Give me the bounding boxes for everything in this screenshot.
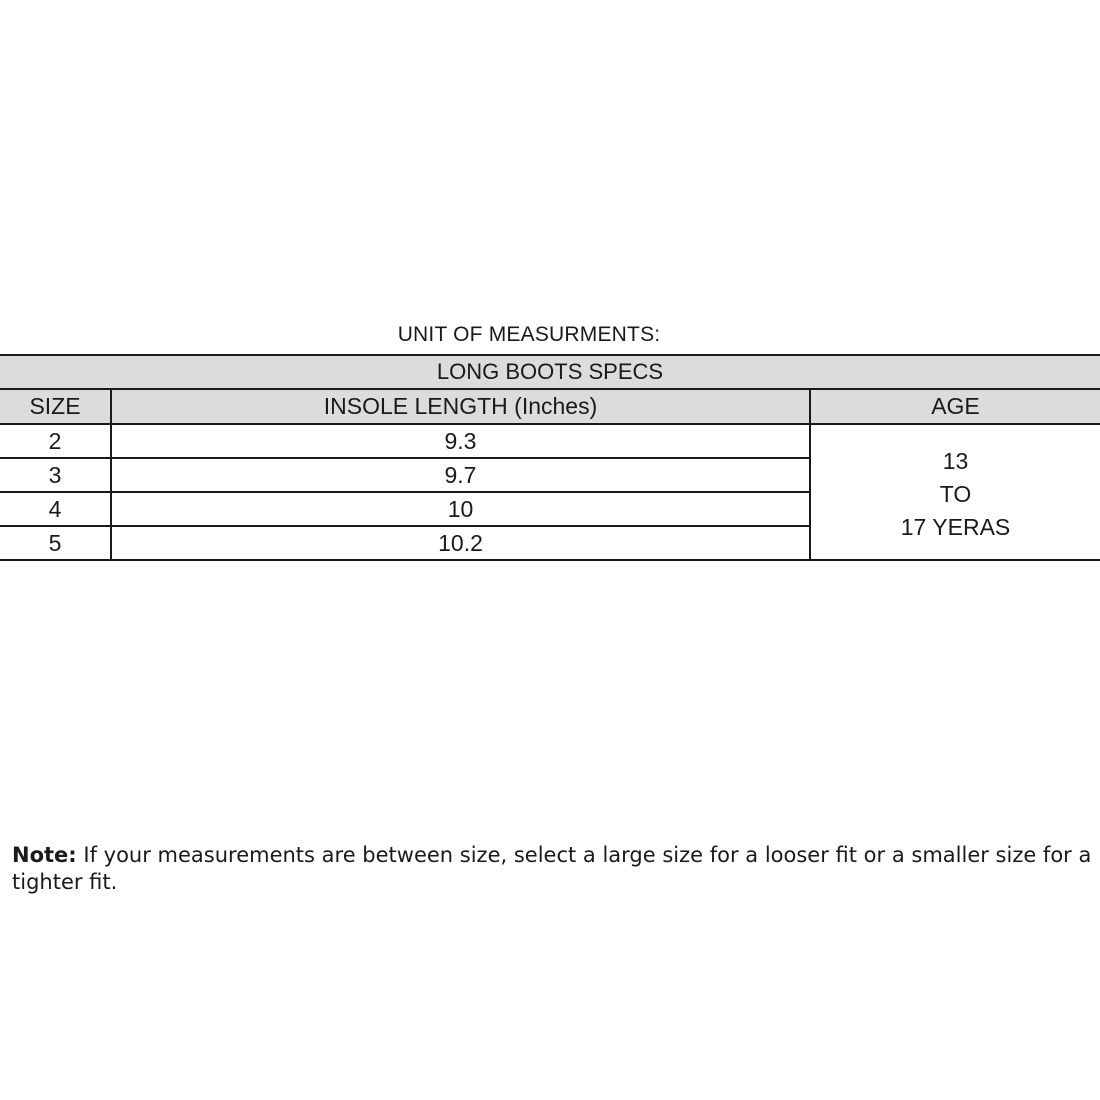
- note-label: Note:: [12, 843, 77, 867]
- note-text: If your measurements are between size, select a large size for a looser fit or a smaller size for a tighter fit.: [12, 843, 1092, 894]
- unit-of-measurements-title: UNIT OF MEASURMENTS:: [397, 323, 661, 346]
- insole-cell: 9.7: [111, 458, 810, 492]
- age-until: 17 YERAS: [900, 513, 1011, 540]
- header-insole-length: INSOLE LENGTH (Inches): [111, 389, 810, 424]
- header-age: AGE: [810, 389, 1100, 424]
- size-cell: 4: [0, 492, 111, 526]
- table-header-row: [0, 389, 1100, 424]
- table-title: LONG BOOTS SPECS: [0, 355, 1100, 389]
- insole-cell: 10.2: [111, 526, 810, 560]
- age-cell: [810, 424, 1100, 560]
- age-to-word: TO: [939, 480, 972, 507]
- sizing-note: [12, 842, 1092, 896]
- age-from: 13: [942, 447, 969, 474]
- insole-cell: 9.3: [111, 424, 810, 458]
- table-title-row: [0, 355, 1100, 389]
- size-cell: 3: [0, 458, 111, 492]
- size-chart-table: [0, 354, 1100, 561]
- insole-cell: 10: [111, 492, 810, 526]
- table-row: [0, 424, 1100, 458]
- size-cell: 5: [0, 526, 111, 560]
- header-size: SIZE: [0, 389, 111, 424]
- size-cell: 2: [0, 424, 111, 458]
